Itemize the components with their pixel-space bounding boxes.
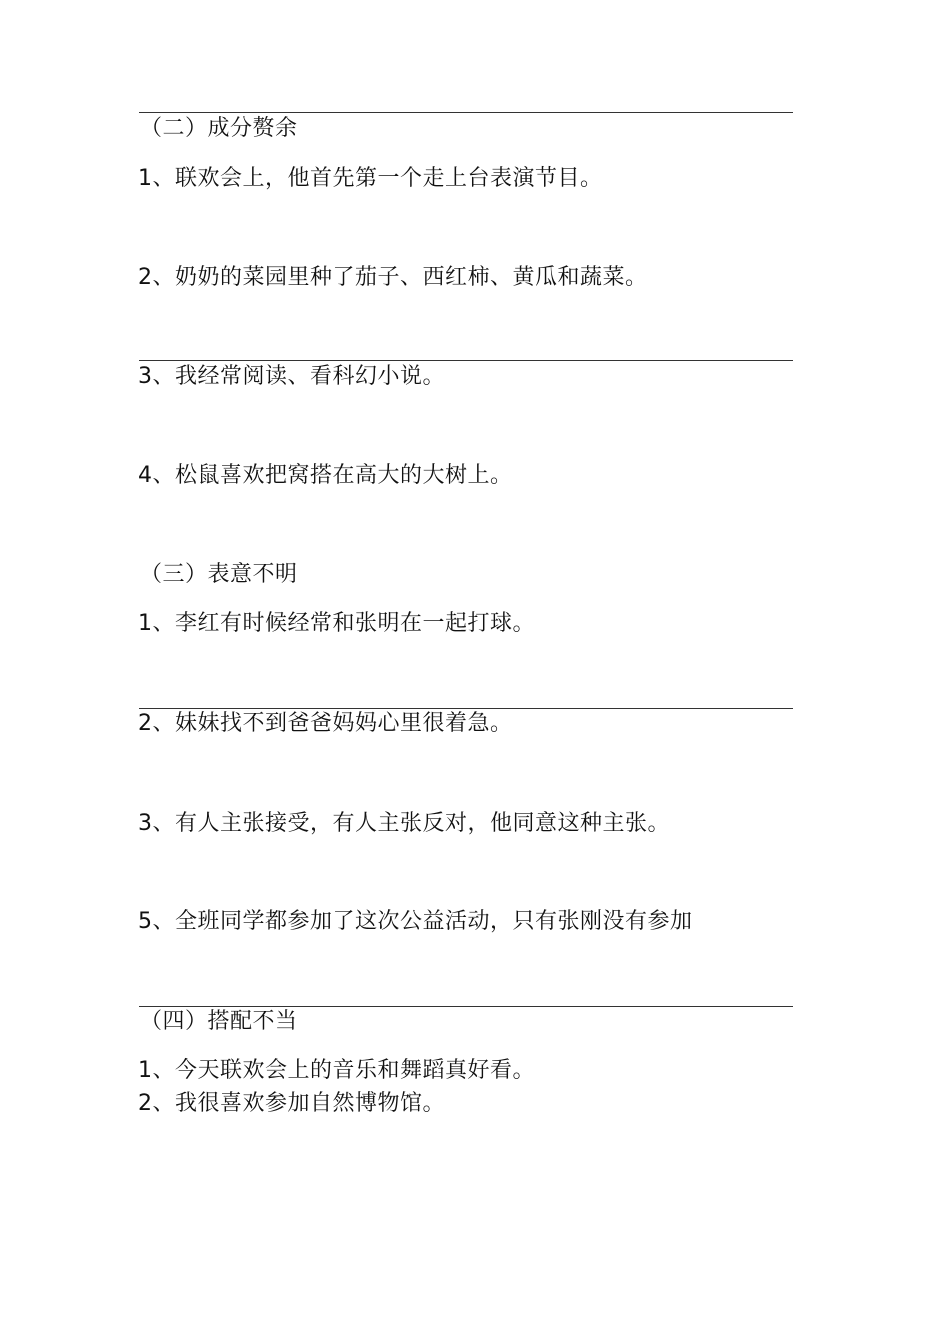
- exercise-item: 2、我很喜欢参加自然博物馆。: [138, 1091, 445, 1116]
- section-heading: （四）搭配不当: [140, 1009, 298, 1034]
- exercise-item: 3、我经常阅读、看科幻小说。: [138, 364, 445, 389]
- exercise-item: 2、奶奶的菜园里种了茄子、西红柿、黄瓜和蔬菜。: [138, 265, 648, 290]
- exercise-item: 1、李红有时候经常和张明在一起打球。: [138, 611, 535, 636]
- answer-line: [139, 360, 793, 361]
- section-heading: （三）表意不明: [140, 562, 298, 587]
- exercise-item: 4、松鼠喜欢把窝搭在高大的大树上。: [138, 463, 513, 488]
- answer-line: [139, 112, 793, 113]
- section-heading: （二）成分赘余: [140, 116, 298, 141]
- exercise-item: 2、妹妹找不到爸爸妈妈心里很着急。: [138, 711, 513, 736]
- exercise-item: 3、有人主张接受，有人主张反对，他同意这种主张。: [138, 811, 670, 836]
- exercise-item: 1、今天联欢会上的音乐和舞蹈真好看。: [138, 1058, 535, 1083]
- exercise-item: 1、联欢会上，他首先第一个走上台表演节目。: [138, 166, 603, 191]
- exercise-item: 5、全班同学都参加了这次公益活动，只有张刚没有参加: [138, 909, 693, 934]
